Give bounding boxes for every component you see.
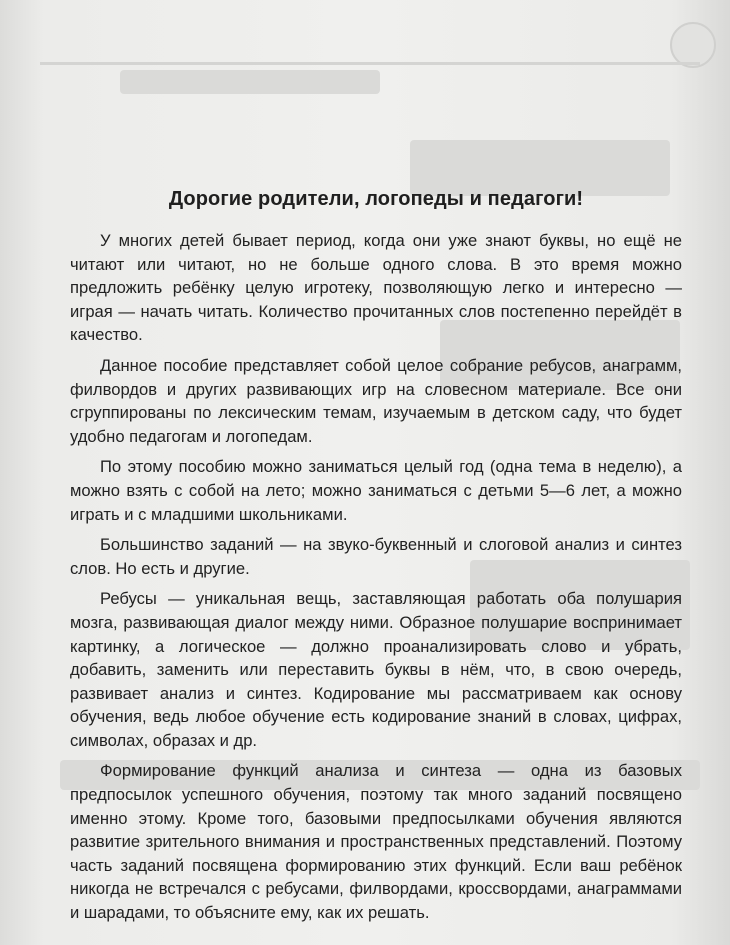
paragraph-4: Большинство заданий — на звуко-буквенный и слоговой анализ и синтез слов. Но есть и другие. — [70, 535, 682, 578]
paragraph-6: Формирование функций анализа и синтеза — одна из базовых предпосылок успешного обучения, поэтому так много заданий посвящено именно этому. Кроме того, базовыми предпосылками обучения являются развитие зрительного внимания и пространственных представлений. Поэтому часть заданий посвящена формированию этих функций. Если ваш ребёнок никогда не встречался с ребусами, филвордами, кроссвордами, анаграммами и шарадами, то объясните ему, как их решать. — [70, 761, 682, 923]
bleed-decoration — [120, 70, 380, 94]
header-rule — [40, 62, 700, 65]
page-heading: Дорогие родители, логопеды и педагоги! — [168, 188, 584, 210]
paragraph-5: Ребусы — уникальная вещь, заставляющая работать оба полушария мозга, развивающая диалог между ними. Образное полушарие воспринимает картинку, а логическое — должно проанализировать слово и убрать, добавить, заменить или переставить буквы в нём, что, в свою очередь, развивает анализ и синтез. Кодирование мы рассматриваем как основу обучения, ведь любое обучение есть кодирование знаний в словах, цифрах, символах, образах и др. — [70, 589, 682, 750]
paragraph-3: По этому пособию можно заниматься целый год (одна тема в неделю), а можно взять с собой на лето; можно заниматься с детьми 5—6 лет, а можно играть и с младшими школьниками. — [70, 457, 682, 524]
paragraph-2: Данное пособие представляет собой целое собрание ребусов, анаграмм, филвордов и других развивающих игр на словесном материале. Все они сгруппированы по лексическим темам, изучаемым в детском саду, что будет удобно педагогам и логопедам. — [70, 355, 682, 446]
paragraph-1: У многих детей бывает период, когда они уже знают буквы, но ещё не читают или читают, но не больше одного слова. В это время можно предложить ребёнку целую игротеку, позволяющую легко и интересно — играя — начать читать. Количество прочитанных слов постепенно перейдёт в качество. — [70, 231, 682, 345]
page-content — [70, 188, 682, 932]
